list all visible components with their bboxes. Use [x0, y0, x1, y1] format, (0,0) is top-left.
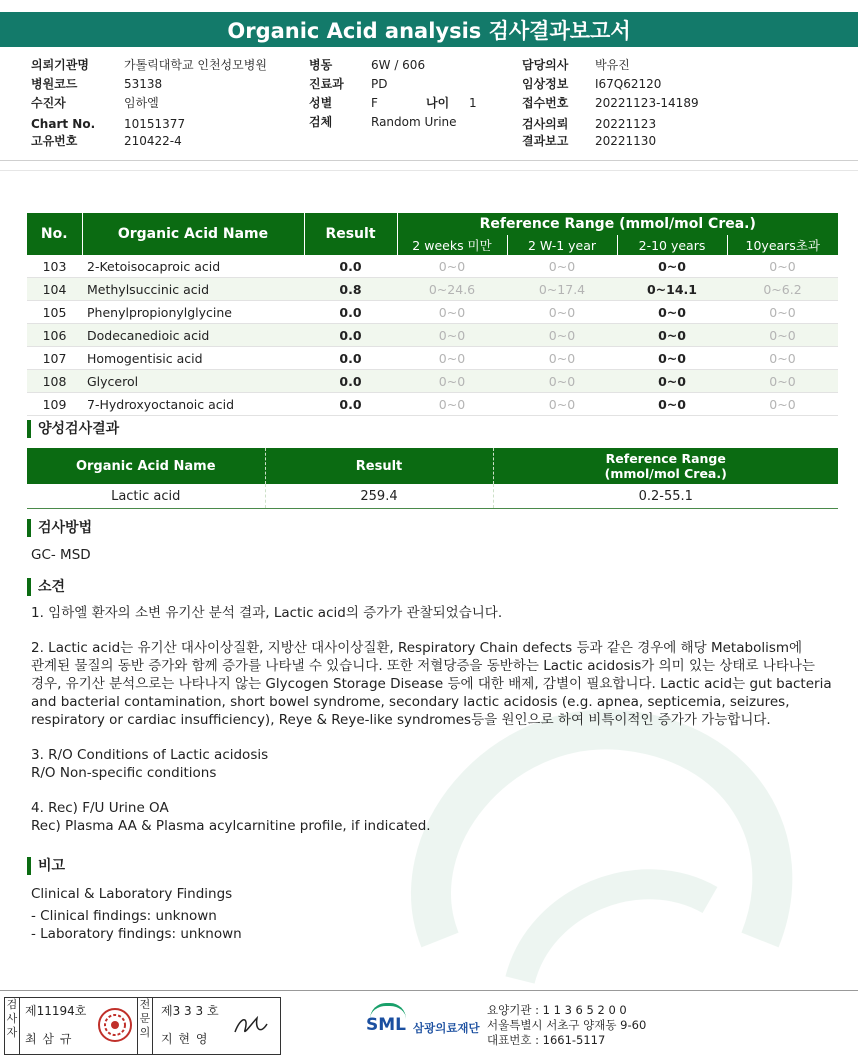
row-name: Phenylpropionylglycine	[82, 301, 304, 324]
row-no: 107	[27, 347, 82, 370]
info-label: 고유번호	[31, 134, 78, 148]
positive-heading: 양성검사결과	[27, 420, 119, 438]
info-label: 검사의뢰	[522, 117, 569, 131]
info-value: F	[371, 96, 378, 110]
info-label: 접수번호	[522, 96, 569, 110]
info-value: I67Q62120	[595, 77, 662, 91]
opinion-p3-line: R/O Non-specific conditions	[31, 765, 217, 781]
pos-header-ref-line1: Reference Range	[605, 451, 726, 466]
remarks-text	[31, 885, 242, 943]
signature-icon	[231, 1012, 271, 1040]
age-value: 1	[469, 96, 477, 110]
row-no: 105	[27, 301, 82, 324]
range-header: 2 W-1 year	[507, 235, 617, 255]
row-range: 0~0	[397, 324, 507, 347]
age-label: 나이	[426, 96, 450, 110]
remarks-line: - Laboratory findings: unknown	[31, 926, 242, 942]
row-result: 0.0	[304, 324, 397, 347]
info-value: 53138	[124, 77, 163, 91]
info-value: Random Urine	[371, 115, 457, 129]
info-label: 병원코드	[31, 77, 78, 91]
remarks-heading: 비고	[27, 857, 65, 875]
row-no: 106	[27, 324, 82, 347]
info-value: 박유진	[595, 58, 630, 72]
table-row	[27, 301, 838, 324]
row-no: 109	[27, 393, 82, 416]
table-row	[27, 255, 838, 278]
row-range: 0~0	[617, 255, 727, 278]
remarks-line: - Clinical findings: unknown	[31, 908, 217, 924]
row-range: 0~0	[727, 347, 838, 370]
row-range: 0~6.2	[727, 278, 838, 301]
row-result: 0.0	[304, 370, 397, 393]
table-row	[27, 484, 838, 509]
address-line: 요양기관 : 1 1 3 6 5 2 0 0	[487, 1003, 627, 1017]
info-value: 10151377	[124, 117, 186, 131]
row-name: 2-Ketoisocaproic acid	[82, 255, 304, 278]
row-no: 104	[27, 278, 82, 301]
opinion-heading: 소견	[27, 578, 65, 596]
table-row	[27, 370, 838, 393]
specialist-no: 제3 3 3 호	[161, 1004, 219, 1018]
row-result: 0.0	[304, 393, 397, 416]
opinion-p2-line: respiratory or cardiac insufficiency), Reye & Reye-like syndromes등을 원인으로 하여 비특이적인 증가가 가능합니다.	[31, 712, 771, 728]
logo-mark: SML	[366, 1015, 406, 1035]
opinion-p3-line: 3. R/O Conditions of Lactic acidosis	[31, 747, 269, 763]
inspector-name: 최 삼 규	[25, 1032, 73, 1046]
seal-icon	[97, 1007, 133, 1043]
row-range: 0~0	[727, 393, 838, 416]
row-range: 0~0	[727, 370, 838, 393]
row-range: 0~0	[507, 301, 617, 324]
info-value: 20221130	[595, 134, 657, 148]
org-address	[487, 1003, 646, 1048]
inspector-label: 검사자	[5, 998, 20, 1054]
footer	[4, 997, 854, 1057]
row-range: 0~0	[507, 324, 617, 347]
row-name: Methylsuccinic acid	[82, 278, 304, 301]
table-row	[27, 278, 838, 301]
inspector-no: 제11194호	[25, 1004, 87, 1018]
row-range: 0~14.1	[617, 278, 727, 301]
row-range: 0~0	[507, 393, 617, 416]
method-text: GC- MSD	[31, 547, 91, 563]
row-range: 0~0	[397, 347, 507, 370]
range-header: 2 weeks 미만	[397, 235, 507, 255]
row-range: 0~0	[617, 347, 727, 370]
row-name: Glycerol	[82, 370, 304, 393]
opinion-p2-line: 경우, 유기산 분석으로는 나타나지 않는 Glycogen Storage Disease 등에 대한 배제, 감별이 필요합니다. Lactic acid는 gut bacteria	[31, 676, 832, 692]
row-range: 0~0	[617, 393, 727, 416]
row-result: 0.0	[304, 347, 397, 370]
opinion-p2-line: 관계된 물질의 동반 증가와 함께 증가를 나타낼 수 있습니다. 또한 저혈당증을 동반하는 Lactic acidosis가 의미 있는 상태로 나타나는	[31, 658, 815, 674]
row-name: 7-Hydroxyoctanoic acid	[82, 393, 304, 416]
pos-reference: 0.2-55.1	[493, 484, 838, 509]
row-no: 108	[27, 370, 82, 393]
row-range: 0~0	[617, 301, 727, 324]
row-name: Homogentisic acid	[82, 347, 304, 370]
info-value: PD	[371, 77, 388, 91]
signature-box	[4, 997, 281, 1055]
row-result: 0.0	[304, 301, 397, 324]
col-header-no: No.	[27, 213, 82, 255]
pos-header-result: Result	[265, 448, 493, 484]
row-range: 0~0	[727, 324, 838, 347]
info-label: 성별	[309, 96, 333, 110]
info-label: 임상정보	[522, 77, 569, 91]
pos-header-name: Organic Acid Name	[27, 448, 265, 484]
pos-result: 259.4	[265, 484, 493, 509]
info-label: 검체	[309, 115, 333, 129]
results-table	[27, 213, 838, 416]
opinion-p2-line: 2. Lactic acid는 유기산 대사이상질환, 지방산 대사이상질환, Respiratory Chain defects 등과 같은 경우에 해당 Metabolism에	[31, 640, 803, 656]
report-title: Organic Acid analysis 검사결과보고서	[0, 12, 858, 47]
info-value: 210422-4	[124, 134, 182, 148]
info-label: 담당의사	[522, 58, 569, 72]
info-label: 의뢰기관명	[31, 58, 89, 72]
row-range: 0~0	[617, 324, 727, 347]
opinion-p2-line: and bacterial contamination, short bowel syndrome, secondary lactic acidosis (e.g. apnea, septicemia, seizures,	[31, 694, 790, 710]
row-range: 0~0	[397, 393, 507, 416]
row-name: Dodecanedioic acid	[82, 324, 304, 347]
info-value: 가톨릭대학교 인천성모병원	[124, 58, 267, 72]
range-header: 2-10 years	[617, 235, 727, 255]
row-range: 0~24.6	[397, 278, 507, 301]
table-row	[27, 393, 838, 416]
range-header: 10years초과	[727, 235, 838, 255]
info-value: 임하엘	[124, 96, 159, 110]
info-value: 20221123	[595, 117, 657, 131]
col-header-reference: Reference Range (mmol/mol Crea.)	[397, 213, 838, 235]
info-label: 결과보고	[522, 134, 569, 148]
method-heading: 검사방법	[27, 519, 92, 537]
col-header-result: Result	[304, 213, 397, 255]
row-no: 103	[27, 255, 82, 278]
row-range: 0~0	[727, 255, 838, 278]
remarks-line: Clinical & Laboratory Findings	[31, 886, 233, 902]
row-range: 0~17.4	[507, 278, 617, 301]
info-value: 6W / 606	[371, 58, 426, 72]
org-name: 삼광의료재단	[413, 1021, 480, 1035]
specialist-label: 전문의	[137, 998, 153, 1054]
divider	[0, 160, 858, 161]
pos-name: Lactic acid	[27, 484, 265, 509]
table-row	[27, 324, 838, 347]
opinion-p1: 1. 임하엘 환자의 소변 유기산 분석 결과, Lactic acid의 증가가 관찰되었습니다.	[31, 605, 503, 621]
row-result: 0.8	[304, 278, 397, 301]
info-value: 20221123-14189	[595, 96, 699, 110]
info-label: 진료과	[309, 77, 344, 91]
row-range: 0~0	[617, 370, 727, 393]
row-range: 0~0	[727, 301, 838, 324]
info-label: 병동	[309, 58, 333, 72]
pos-header-reference	[493, 448, 838, 484]
divider	[0, 170, 858, 171]
col-header-name: Organic Acid Name	[82, 213, 304, 255]
address-line: 서울특별시 서초구 양재동 9-60	[487, 1018, 647, 1032]
opinion-text	[31, 604, 832, 835]
opinion-p4-line: Rec) Plasma AA & Plasma acylcarnitine profile, if indicated.	[31, 818, 431, 834]
positive-table	[27, 448, 838, 509]
specialist-name: 지 현 영	[161, 1032, 209, 1046]
info-label: 수진자	[31, 96, 66, 110]
row-range: 0~0	[397, 370, 507, 393]
row-range: 0~0	[397, 301, 507, 324]
row-range: 0~0	[507, 347, 617, 370]
pos-header-ref-line2: (mmol/mol Crea.)	[604, 466, 727, 481]
table-row	[27, 347, 838, 370]
address-line: 대표번호 : 1661-5117	[487, 1033, 606, 1047]
row-result: 0.0	[304, 255, 397, 278]
footer-divider	[0, 990, 858, 991]
info-label: Chart No.	[31, 117, 96, 131]
row-range: 0~0	[397, 255, 507, 278]
row-range: 0~0	[507, 370, 617, 393]
row-range: 0~0	[507, 255, 617, 278]
opinion-p4-line: 4. Rec) F/U Urine OA	[31, 800, 169, 816]
